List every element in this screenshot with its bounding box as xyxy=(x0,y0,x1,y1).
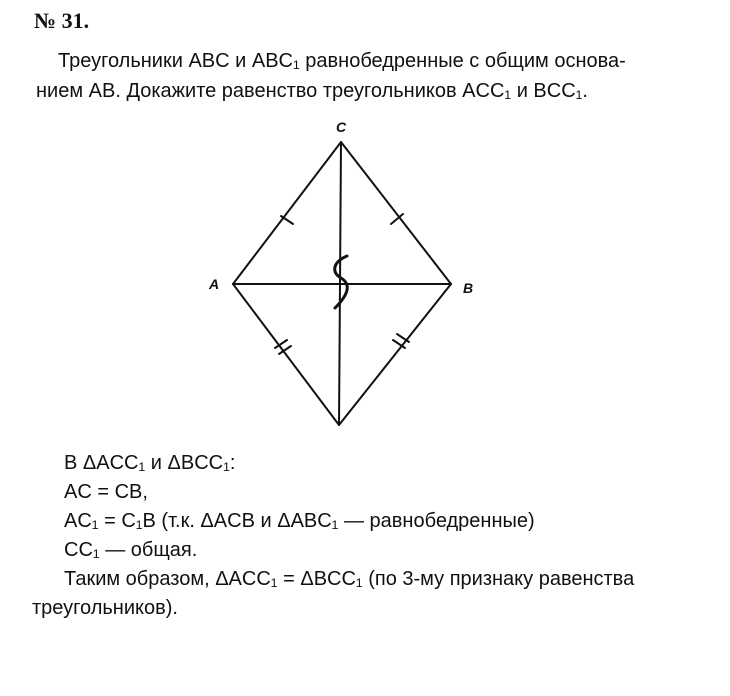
solution-line-4: CC₁ — общая. xyxy=(64,539,198,561)
segment-ac1 xyxy=(233,284,339,425)
problem-text-line-2: нием AB. Докажите равенство треугольников ACC₁ и BCC₁. xyxy=(36,80,588,102)
problem-text-line-1: Треугольники ABC и ABC₁ равнобедренные с общим основа- xyxy=(58,50,626,72)
segment-cb xyxy=(341,142,451,284)
vertex-label-a: A xyxy=(209,276,220,292)
problem-number: № 31. xyxy=(34,8,90,33)
solution-line-3: AC₁ = C₁B (т.к. ΔACB и ΔABC₁ — равнобедренные) xyxy=(64,510,535,532)
segment-bc1 xyxy=(339,284,451,425)
vertex-label-b: B xyxy=(463,280,474,296)
solution-block xyxy=(32,449,724,623)
vertex-label-c: C xyxy=(336,119,347,135)
solution-line-2: AC = CB, xyxy=(64,481,148,503)
double-tick-mark-icon xyxy=(393,334,409,348)
problem-statement xyxy=(36,46,716,106)
solution-line-1: В ΔACC₁ и ΔBCC₁: xyxy=(64,452,236,474)
solution-line-5: Таким образом, ΔACC₁ = ΔBCC₁ (по 3-му признаку равенства xyxy=(64,568,635,590)
rhombus-figure xyxy=(195,112,495,437)
segment-ac xyxy=(233,142,341,284)
segment-cc1 xyxy=(339,142,341,425)
solution-line-6: треугольников). xyxy=(32,597,178,619)
